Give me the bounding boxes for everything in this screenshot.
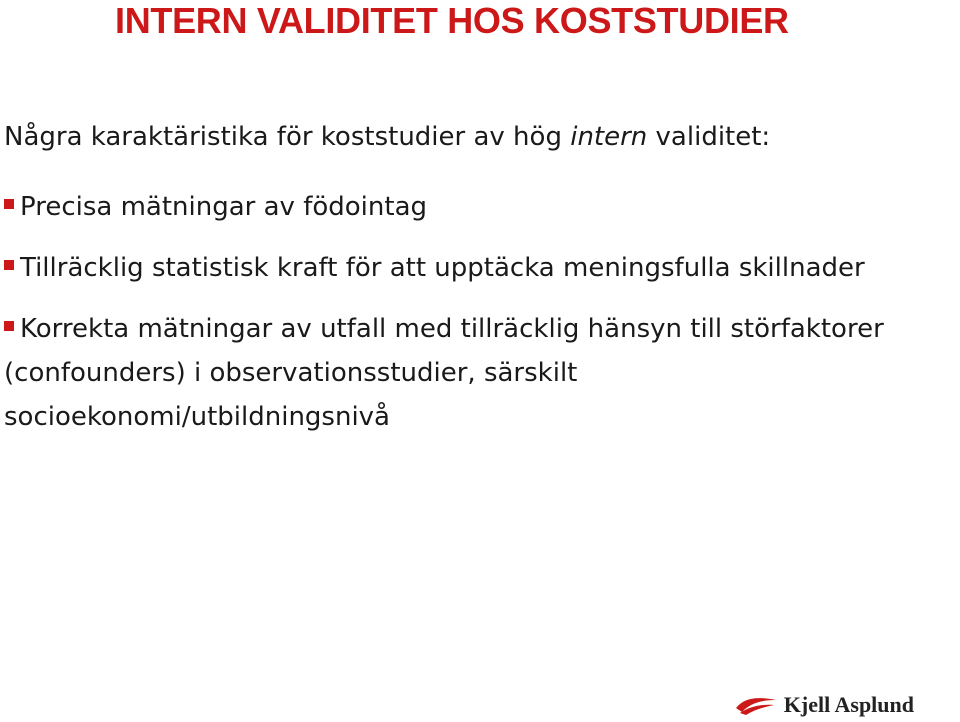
bullet-text: Precisa mätningar av födointag: [20, 192, 428, 222]
intro-text: [4, 122, 770, 152]
square-bullet-icon: [4, 321, 14, 331]
bullet-item: [4, 185, 949, 229]
author-logo: [734, 692, 914, 718]
bullet-text: Korrekta mätningar av utfall med tillräcklig hänsyn till störfaktorer (confounders) i observationsstudier, särskilt socioekonomi/utbildningsnivå: [4, 314, 884, 432]
intro-text-start: Några karaktäristika för koststudier av hög: [4, 122, 571, 152]
square-bullet-icon: [4, 260, 14, 270]
bullet-item: [4, 307, 949, 439]
slide-title: INTERN VALIDITET HOS KOSTSTUDIER: [115, 0, 789, 41]
logo-text: Kjell Asplund: [783, 692, 914, 717]
bullet-text: Tillräcklig statistisk kraft för att upptäcka meningsfulla skillnader: [20, 253, 865, 283]
square-bullet-icon: [4, 199, 14, 209]
bullet-item: [4, 246, 949, 290]
bullet-list: [4, 185, 949, 456]
intro-text-emphasis: intern: [570, 122, 648, 152]
red-swoosh-logo-icon: [734, 694, 778, 716]
intro-text-end: validitet:: [647, 122, 771, 152]
